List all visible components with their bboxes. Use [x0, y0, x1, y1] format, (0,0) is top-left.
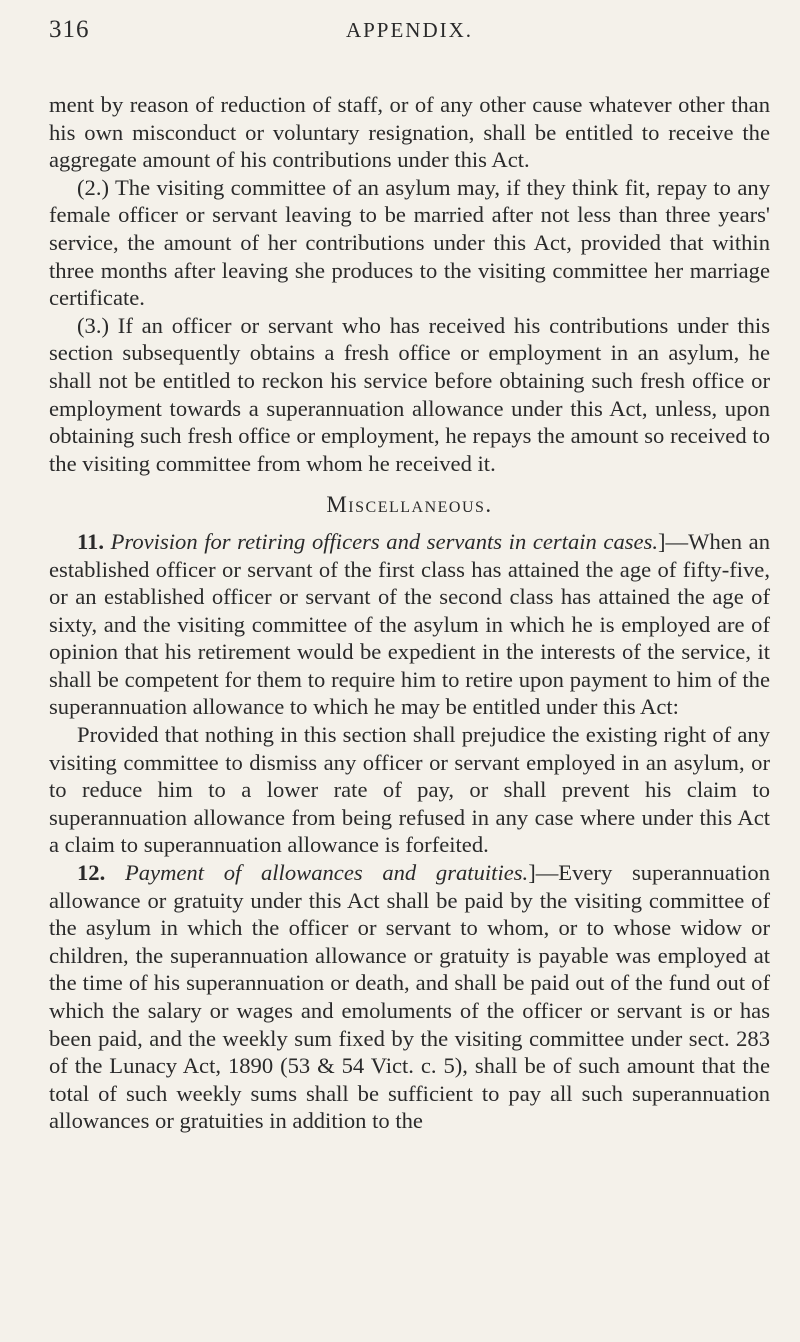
section-12-number: 12. — [77, 860, 106, 886]
running-head: APPENDIX. — [345, 18, 474, 42]
section-11-proviso: Provided that nothing in this section shall prejudice the existing right of any visiting committee to dismiss any officer or servant employed in an asylum, or to reduce him to a lower rate of pay, or shall prevent his claim to superannuation allowance from being refused in any case where under this Act a claim to superannuation allowance is forfeited. — [49, 722, 770, 858]
page-header — [49, 0, 770, 60]
section-11-paragraph — [49, 528, 770, 721]
paragraph-subsection-2: (2.) The visiting committee of an asylum may, if they think fit, repay to any female officer or servant leaving to be married after not less than three years' service, the amount of her contributions under this Act, provided that within three months after leaving she produces to the visiting committee her marriage certificate. — [49, 174, 770, 311]
section-12-title: Payment of allowances and gratuities. — [124, 860, 529, 886]
body-text — [49, 91, 770, 1135]
section-11-number: 11. — [77, 528, 104, 554]
paragraph-subsection-3: (3.) If an officer or servant who has received his contributions under this section subsequently obtains a fresh office or employment in an asylum, he shall not be entitled to reckon his service before obtaining such fresh office or employment towards a superannuation allowance under this Act, unless, upon obtaining such fresh office or employment, he repays the amount so received to the visiting committee from whom he received it. — [49, 312, 770, 476]
paragraph-continuation: ment by reason of reduction of staff, or of any other cause whatever other than his own misconduct or voluntary resignation, shall be entitled to receive the aggregate amount of his contributions under this Act. — [49, 92, 770, 173]
section-12-text: ]—Every superannuation allowance or gratuity under this Act shall be paid by the visiting committee of the asylum in which the officer or servant to whom, or to whose widow or children, the superannuation allowance or gratuity is payable was employed at the time of his superannuation or death, and shall be paid out of the fund out of which the salary or wages and emoluments of the officer or servant is or has been paid, and the weekly sum fixed by the visiting committee under sect. 283 of the Lunacy Act, 1890 (53 & 54 Vict. c. 5), shall be of such amount that the total of such weekly sums shall be sufficient to pay all such superannuation allowances or gratuities in addition to the — [49, 860, 770, 1134]
section-12-paragraph — [49, 859, 770, 1135]
page-number: 316 — [49, 16, 90, 43]
miscellaneous-heading: Miscellaneous. — [326, 492, 493, 518]
section-11-title: Provision for retiring officers and servants in certain cases. — [110, 528, 659, 554]
section-11-text: ]—When an established officer or servant of the first class has attained the age of fifty-five, or an established officer or servant of the second class has attained the age of sixty, and the visiting committee of the asylum in which he is employed are of opinion that his retirement would be expedient in the interests of the service, it shall be competent for them to require him to retire upon payment to him of the superannuation allowance to which he may be entitled under this Act: — [49, 528, 770, 720]
